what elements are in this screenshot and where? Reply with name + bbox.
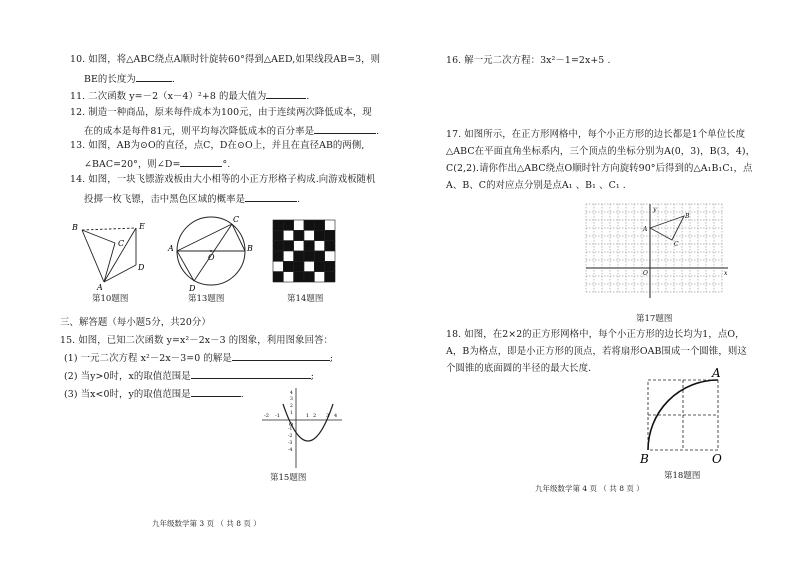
- fig14-cell: [325, 251, 335, 261]
- q10-text: BE的长度为: [84, 74, 136, 85]
- q15-p2-blank[interactable]: [191, 369, 311, 379]
- q15-p2-text: (2) 当y>0时，x的取值范围是: [64, 371, 191, 382]
- fig14-caption: 第14题图: [287, 294, 324, 304]
- figure-14: [273, 220, 335, 282]
- fig14-cell: [283, 241, 293, 251]
- q11-text: 11. 二次函数 y=－2（x－4）²+8 的最大值为: [70, 91, 267, 102]
- fig18-label-a: A: [712, 366, 721, 380]
- q11: [70, 89, 309, 103]
- fig14-cell: [273, 261, 283, 271]
- fig14-cell: [283, 220, 293, 230]
- fig18-caption: 第18题图: [664, 471, 701, 481]
- fig14-cell: [325, 272, 335, 282]
- fig15-ytick-neg4: -4: [288, 448, 293, 453]
- q12-text: 在的成本是每件81元，则平均每次降低成本的百分率是: [84, 126, 315, 137]
- fig14-cell: [325, 230, 335, 240]
- q13-answer-blank[interactable]: [180, 157, 222, 167]
- q18-line1: 18. 如图，在2×2的正方形网格中，每个小正方形的边长均为1，点O，: [446, 329, 745, 340]
- fig17-caption: 第17题图: [636, 314, 673, 324]
- q12-answer-blank[interactable]: [314, 124, 376, 134]
- fig17-label-a: A: [643, 226, 648, 233]
- section-3-heading: 三、解答题（每小题5分，共20分）: [60, 317, 211, 328]
- fig14-cell: [304, 272, 314, 282]
- q17-line2: △ABC在平面直角坐标系内，三个顶点的坐标分别为A(0，3)，B(3，4)，: [446, 146, 756, 157]
- q14-end: .: [297, 194, 301, 205]
- fig13-label-d: D: [189, 284, 196, 293]
- q10-end: .: [171, 74, 175, 85]
- q15-p3-text: (3) 当x<0时，y的取值范围是: [64, 389, 191, 400]
- fig14-cell: [294, 272, 304, 282]
- fig15-xtick-1: 1: [306, 413, 310, 419]
- figure-13: [166, 214, 256, 294]
- fig14-cell: [294, 261, 304, 271]
- fig14-cell: [273, 272, 283, 282]
- fig17-label-y: y: [653, 206, 657, 213]
- fig10-label-a: A: [97, 283, 103, 292]
- fig10-label-c: C: [118, 239, 125, 248]
- fig14-cell: [273, 251, 283, 261]
- q15-p1-blank[interactable]: [232, 351, 330, 361]
- fig15-ytick-4: 4: [290, 391, 293, 396]
- q17-line4: A、B、C的对应点分别是点A₁ 、B₁ 、C₁ .: [446, 180, 626, 191]
- figure-17: [586, 204, 730, 300]
- fig14-cell: [314, 241, 324, 251]
- q13-line2: [84, 157, 230, 171]
- fig14-cell: [304, 230, 314, 240]
- fig14-cell: [314, 261, 324, 271]
- q11-answer-blank[interactable]: [266, 89, 306, 99]
- fig10-label-e: E: [139, 222, 145, 231]
- q10-answer-blank[interactable]: [136, 72, 172, 82]
- fig14-cell: [294, 220, 304, 230]
- q15-p3-end: .: [240, 389, 244, 400]
- fig14-cell: [314, 220, 324, 230]
- fig14-cell: [314, 230, 324, 240]
- fig15-xtick-neg2: -2: [264, 413, 269, 419]
- q12-line1: 12. 制造一种商品，原来每件成本为100元，由于连续两次降低成本，现: [70, 107, 372, 118]
- fig15-xtick-4: 4: [334, 413, 338, 419]
- fig13-label-o: O: [208, 253, 215, 262]
- fig15-caption: 第15题图: [270, 473, 307, 483]
- q18-line3: 个圆锥的底面圆的半径的最大长度.: [446, 363, 592, 374]
- q10-line2: [84, 72, 175, 86]
- fig15-ytick-3: 3: [290, 397, 293, 402]
- fig14-cell: [294, 241, 304, 251]
- fig13-label-b: B: [247, 244, 253, 253]
- q13-end: °.: [222, 159, 231, 170]
- fig14-cell: [283, 272, 293, 282]
- fig14-cell: [283, 261, 293, 271]
- fig17-label-x: x: [724, 270, 728, 277]
- q15-p1-end: ;: [329, 353, 334, 364]
- fig14-cell: [304, 220, 314, 230]
- fig14-cell: [304, 241, 314, 251]
- fig14-cell: [294, 230, 304, 240]
- fig14-cell: [304, 251, 314, 261]
- fig13-label-c: C: [233, 215, 240, 224]
- q10-line1: 10. 如图，将△ABC绕点A顺时针旋转60°得到△AED,如果线段AB=3，则: [70, 54, 381, 65]
- q14-line1: 14. 如图，一块飞镖游戏板由大小相等的小正方形格子构成.向游戏板随机: [70, 174, 376, 185]
- fig15-ytick-1: 1: [290, 411, 293, 416]
- fig18-label-o: O: [712, 452, 722, 466]
- q15-p2-end: ;: [310, 371, 315, 382]
- fig15-xtick-3: 3: [326, 413, 330, 419]
- q17-line3: C(2,2).请你作出△ABC绕点O顺时针方向旋转90°后得到的△A₁B₁C₁，点: [446, 163, 753, 174]
- q11-end: .: [306, 91, 310, 102]
- q13-line1: 13. 如图，AB为⊙O的直径，点C，D在⊙O上，并且在直径AB的两侧,: [70, 140, 365, 151]
- q15-part2: [64, 369, 314, 383]
- fig14-cell: [325, 241, 335, 251]
- fig14-cell: [325, 261, 335, 271]
- q14-text: 投掷一枚飞镖，击中黑色区域的概率是: [84, 194, 246, 205]
- fig15-origin: O: [289, 422, 294, 428]
- q14-answer-blank[interactable]: [245, 192, 297, 202]
- fig14-cell: [294, 251, 304, 261]
- figure-15: [258, 386, 344, 468]
- q18-line2: A，B为格点，即是小正方形的顶点，若将扇形OAB围成一个圆锥，则这: [446, 346, 747, 357]
- q15-line1: 15. 如图，已知二次函数 y=x²－2x－3 的图象，利用图象回答：: [60, 335, 334, 346]
- fig10-label-b: B: [72, 223, 78, 232]
- fig14-cell: [283, 230, 293, 240]
- fig10-label-d: D: [138, 263, 145, 272]
- q16: 16. 解一元二次方程：3x²－1=2x+5 .: [446, 55, 611, 66]
- fig15-ytick-2: 2: [290, 404, 293, 409]
- q12-end: .: [376, 126, 380, 137]
- fig17-label-b: B: [685, 213, 690, 220]
- fig17-label-c: C: [674, 241, 679, 248]
- q13-text: ∠BAC=20°，则∠D=: [84, 159, 181, 170]
- fig10-caption: 第10题图: [92, 294, 129, 304]
- q14-line2: [84, 192, 300, 206]
- fig18-label-b: B: [640, 452, 649, 466]
- q17-line1: 17. 如图所示，在正方形网格中，每个小正方形的边长都是1个单位长度: [446, 129, 746, 140]
- q15-p3-blank[interactable]: [191, 387, 241, 397]
- fig15-ytick-neg3: -3: [288, 441, 293, 446]
- figure-18: [636, 366, 732, 466]
- fig14-cell: [273, 220, 283, 230]
- right-footer: 九年级数学第 4 页 （ 共 8 页 ）: [535, 484, 644, 493]
- figure-10: [66, 220, 166, 290]
- fig14-cell: [283, 251, 293, 261]
- fig14-cell: [314, 251, 324, 261]
- q15-p1-text: (1) 一元二次方程 x²－2x－3=0 的解是: [64, 353, 232, 364]
- left-footer: 九年级数学第 3 页 （ 共 8 页 ）: [152, 519, 261, 528]
- fig17-label-o: O: [643, 270, 648, 277]
- q15-part3: [64, 387, 244, 401]
- fig14-cell: [273, 230, 283, 240]
- q12-line2: [84, 124, 379, 138]
- fig15-ytick-neg2: -2: [288, 434, 293, 439]
- fig14-cell: [304, 261, 314, 271]
- fig15-xtick-neg1: -1: [275, 413, 280, 419]
- fig15-ytick-neg1: -1: [288, 427, 293, 432]
- fig14-cell: [314, 272, 324, 282]
- fig14-cell: [325, 220, 335, 230]
- q15-part1: [64, 351, 333, 365]
- fig15-xtick-2: 2: [313, 413, 317, 419]
- fig13-label-a: A: [168, 244, 174, 253]
- fig14-cell: [273, 241, 283, 251]
- fig13-caption: 第13题图: [188, 294, 225, 304]
